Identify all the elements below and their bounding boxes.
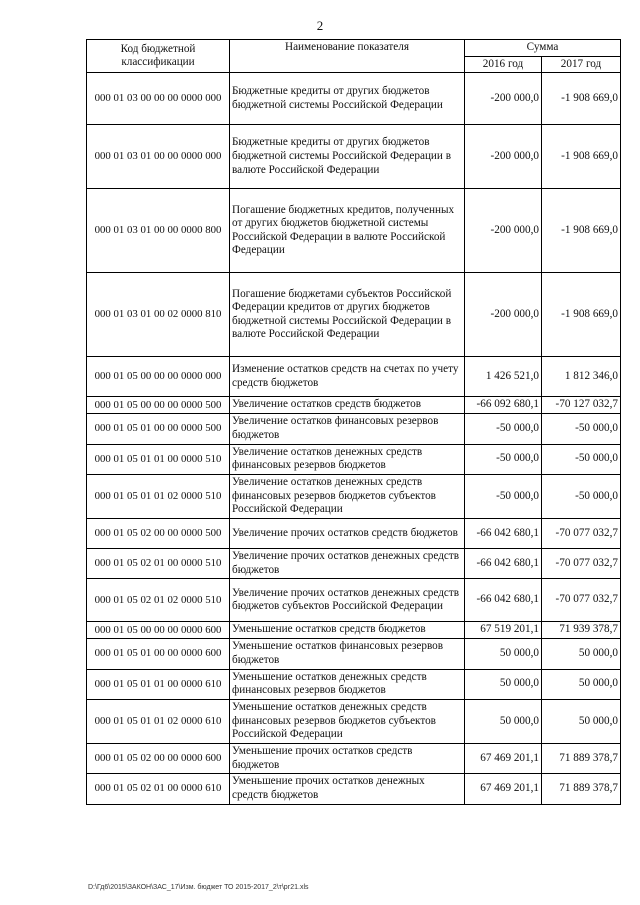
- indicator-name-cell: Увеличение прочих остатков денежных средств бюджетов: [230, 548, 465, 578]
- amount-2016-cell: 67 469 201,1: [465, 743, 542, 773]
- budget-code-cell: 000 01 05 02 01 02 0000 510: [87, 579, 230, 622]
- year-2017-header: 2017 год: [542, 56, 621, 73]
- table-row: [87, 125, 621, 189]
- amount-2017-cell: 50 000,0: [542, 639, 621, 669]
- budget-code-cell: 000 01 03 01 00 00 0000 800: [87, 189, 230, 273]
- indicator-name-cell: Увеличение остатков финансовых резервов бюджетов: [230, 414, 465, 444]
- amount-2017-cell: 71 889 378,7: [542, 743, 621, 773]
- indicator-name-cell: Изменение остатков средств на счетах по учету средств бюджетов: [230, 357, 465, 397]
- budget-code-cell: 000 01 05 00 00 00 0000 000: [87, 357, 230, 397]
- budget-code-cell: 000 01 03 01 00 00 0000 000: [87, 125, 230, 189]
- amount-2017-cell: 71 889 378,7: [542, 774, 621, 804]
- table-row: [87, 548, 621, 578]
- table-row: [87, 189, 621, 273]
- amount-2016-cell: 67 519 201,1: [465, 622, 542, 639]
- indicator-name-cell: Уменьшение остатков финансовых резервов бюджетов: [230, 639, 465, 669]
- indicator-name-cell: Увеличение остатков денежных средств финансовых резервов бюджетов субъектов Российской Федерации: [230, 474, 465, 518]
- page-number: 2: [316, 18, 324, 33]
- budget-code-cell: 000 01 05 00 00 00 0000 500: [87, 397, 230, 414]
- indicator-name-cell: Бюджетные кредиты от других бюджетов бюджетной системы Российской Федерации в валюте Российской Федерации: [230, 125, 465, 189]
- table-row: [87, 357, 621, 397]
- budget-code-cell: 000 01 05 02 01 00 0000 510: [87, 548, 230, 578]
- indicator-name-cell: Погашение бюджетных кредитов, полученных от других бюджетов бюджетной системы Российской Федерации в валюте Российской Федерации: [230, 189, 465, 273]
- code-column-header: Код бюджетной классификации: [87, 40, 230, 73]
- indicator-name-cell: Уменьшение прочих остатков денежных средств бюджетов: [230, 774, 465, 804]
- table-row: [87, 639, 621, 669]
- amount-2016-cell: 50 000,0: [465, 699, 542, 743]
- amount-2017-cell: -1 908 669,0: [542, 273, 621, 357]
- table-row: [87, 518, 621, 548]
- amount-2017-cell: 50 000,0: [542, 699, 621, 743]
- table-row: [87, 669, 621, 699]
- table-row: [87, 273, 621, 357]
- budget-code-cell: 000 01 05 02 01 00 0000 610: [87, 774, 230, 804]
- budget-code-cell: 000 01 05 01 00 00 0000 500: [87, 414, 230, 444]
- table-row: [87, 774, 621, 804]
- indicator-name-cell: Уменьшение прочих остатков средств бюджетов: [230, 743, 465, 773]
- amount-2016-cell: 50 000,0: [465, 639, 542, 669]
- budget-code-cell: 000 01 03 00 00 00 0000 000: [87, 73, 230, 125]
- table-row: [87, 579, 621, 622]
- amount-2017-cell: -70 127 032,7: [542, 397, 621, 414]
- amount-2017-cell: -70 077 032,7: [542, 579, 621, 622]
- budget-code-cell: 000 01 03 01 00 02 0000 810: [87, 273, 230, 357]
- amount-2016-cell: -50 000,0: [465, 444, 542, 474]
- table-row: [87, 622, 621, 639]
- amount-2016-cell: -200 000,0: [465, 273, 542, 357]
- amount-2017-cell: -50 000,0: [542, 414, 621, 444]
- amount-2017-cell: -1 908 669,0: [542, 125, 621, 189]
- budget-table: [86, 39, 621, 805]
- amount-2016-cell: -50 000,0: [465, 474, 542, 518]
- budget-code-cell: 000 01 05 01 00 00 0000 600: [87, 639, 230, 669]
- amount-2016-cell: 50 000,0: [465, 669, 542, 699]
- amount-2016-cell: -66 092 680,1: [465, 397, 542, 414]
- amount-2017-cell: -70 077 032,7: [542, 548, 621, 578]
- table-body: [87, 73, 621, 804]
- amount-2016-cell: -66 042 680,1: [465, 518, 542, 548]
- indicator-name-cell: Увеличение прочих остатков денежных средств бюджетов субъектов Российской Федерации: [230, 579, 465, 622]
- amount-2016-cell: 67 469 201,1: [465, 774, 542, 804]
- table-row: [87, 397, 621, 414]
- amount-2016-cell: -200 000,0: [465, 189, 542, 273]
- amount-2016-cell: -200 000,0: [465, 73, 542, 125]
- amount-2016-cell: -66 042 680,1: [465, 579, 542, 622]
- amount-2017-cell: 1 812 346,0: [542, 357, 621, 397]
- budget-code-cell: 000 01 05 00 00 00 0000 600: [87, 622, 230, 639]
- table-row: [87, 414, 621, 444]
- amount-2016-cell: -200 000,0: [465, 125, 542, 189]
- amount-2016-cell: 1 426 521,0: [465, 357, 542, 397]
- budget-code-cell: 000 01 05 01 01 02 0000 610: [87, 699, 230, 743]
- indicator-name-cell: Погашение бюджетами субъектов Российской Федерации кредитов от других бюджетов бюджетной системы Российской Федерации в валюте Российской Федерации: [230, 273, 465, 357]
- table-row: [87, 444, 621, 474]
- amount-2017-cell: 50 000,0: [542, 669, 621, 699]
- footer-file-path: D:\Гд6\2015\ЗАКОН\ЗАС_17\Изм. бюджет ТО 2015-2017_2\т\рг21.xls: [88, 884, 309, 891]
- amount-2017-cell: 71 939 378,7: [542, 622, 621, 639]
- indicator-name-cell: Увеличение остатков денежных средств финансовых резервов бюджетов: [230, 444, 465, 474]
- amount-2017-cell: -50 000,0: [542, 474, 621, 518]
- budget-code-cell: 000 01 05 02 00 00 0000 600: [87, 743, 230, 773]
- amount-2017-cell: -1 908 669,0: [542, 189, 621, 273]
- amount-2016-cell: -66 042 680,1: [465, 548, 542, 578]
- indicator-name-cell: Увеличение остатков средств бюджетов: [230, 397, 465, 414]
- budget-code-cell: 000 01 05 02 00 00 0000 500: [87, 518, 230, 548]
- indicator-name-cell: Бюджетные кредиты от других бюджетов бюджетной системы Российской Федерации: [230, 73, 465, 125]
- amount-2017-cell: -50 000,0: [542, 444, 621, 474]
- table-row: [87, 474, 621, 518]
- amount-2017-cell: -1 908 669,0: [542, 73, 621, 125]
- table-row: [87, 73, 621, 125]
- budget-code-cell: 000 01 05 01 01 02 0000 510: [87, 474, 230, 518]
- sum-column-header: Сумма: [465, 40, 621, 57]
- indicator-name-cell: Уменьшение остатков денежных средств финансовых резервов бюджетов субъектов Российской Федерации: [230, 699, 465, 743]
- table-header: [87, 40, 621, 73]
- name-column-header: Наименование показателя: [230, 40, 465, 73]
- indicator-name-cell: Уменьшение остатков денежных средств финансовых резервов бюджетов: [230, 669, 465, 699]
- budget-code-cell: 000 01 05 01 01 00 0000 510: [87, 444, 230, 474]
- budget-code-cell: 000 01 05 01 01 00 0000 610: [87, 669, 230, 699]
- indicator-name-cell: Уменьшение остатков средств бюджетов: [230, 622, 465, 639]
- indicator-name-cell: Увеличение прочих остатков средств бюджетов: [230, 518, 465, 548]
- table-row: [87, 699, 621, 743]
- year-2016-header: 2016 год: [465, 56, 542, 73]
- amount-2017-cell: -70 077 032,7: [542, 518, 621, 548]
- amount-2016-cell: -50 000,0: [465, 414, 542, 444]
- table-row: [87, 743, 621, 773]
